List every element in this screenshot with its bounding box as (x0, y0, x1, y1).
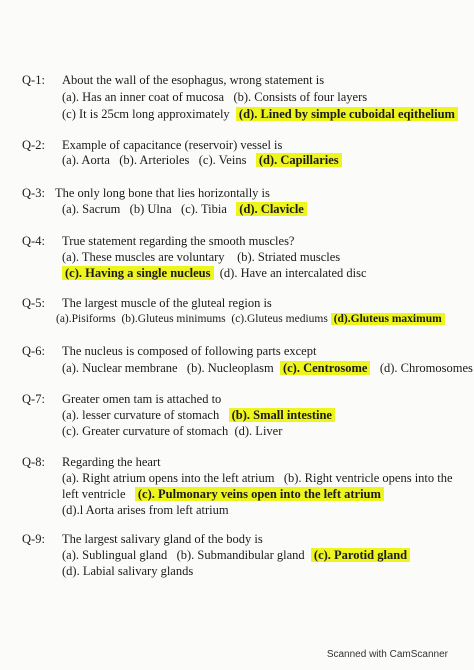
question-stem: The largest salivary gland of the body is (62, 532, 263, 546)
question-stem: The only long bone that lies horizontally is (55, 186, 270, 200)
highlighted-answer: (c). Parotid gland (311, 548, 410, 562)
scanner-watermark: Scanned with CamScanner (326, 649, 448, 660)
highlighted-answer: (d). Capillaries (256, 153, 342, 167)
options: (c). Greater curvature of stomach (d). Liver (62, 424, 283, 438)
highlighted-answer: (c). Having a single nucleus (62, 266, 214, 280)
highlighted-answer: (b). Small intestine (229, 408, 335, 422)
question-number: Q-1: (22, 73, 45, 87)
question-number: Q-2: (22, 138, 45, 152)
option-d: (d). Have an intercalated disc (219, 266, 367, 280)
options: (a).Pisiforms (b).Gluteus minimums (c).Gluteus mediums (56, 313, 328, 325)
option-a: (a). lesser curvature of stomach (62, 408, 220, 422)
question-stem: The largest muscle of the gluteal region is (62, 296, 272, 310)
option-b-continued: left ventricle (62, 487, 126, 501)
option-d: (d).l Aorta arises from left atrium (62, 503, 229, 517)
option-a: (a). Has an inner coat of mucosa (62, 90, 225, 104)
question-number: Q-3: (22, 186, 45, 200)
highlighted-answer: (d).Gluteus maximum (331, 313, 445, 325)
option-a: (a). These muscles are voluntary (62, 250, 225, 264)
question-number: Q-6: (22, 344, 45, 358)
highlighted-answer: (d). Clavicle (236, 202, 307, 216)
options: (a). Sacrum (b) Ulna (c). Tibia (62, 202, 227, 216)
options: (a). Nuclear membrane (b). Nucleoplasm (62, 361, 274, 375)
option-d: (d). Labial salivary glands (62, 564, 194, 578)
question-number: Q-9: (22, 532, 45, 546)
highlighted-answer: (c). Pulmonary veins open into the left atrium (135, 487, 384, 501)
option-b: (b). Consists of four layers (233, 90, 368, 104)
question-number: Q-4: (22, 234, 45, 248)
options: (a). Sublingual gland (b). Submandibular gland (62, 548, 305, 562)
options: (a). Aorta (b). Arterioles (c). Veins (62, 153, 247, 167)
question-number: Q-5: (22, 296, 45, 310)
option-b: (b). Striated muscles (237, 250, 341, 264)
question-stem: Example of capacitance (reservoir) vessel is (62, 138, 283, 152)
question-stem: The nucleus is composed of following parts except (62, 344, 317, 358)
question-stem: True statement regarding the smooth muscles? (62, 234, 295, 248)
highlighted-answer: (c). Centrosome (280, 361, 370, 375)
highlighted-answer: (d). Lined by simple cuboidal eqithelium (236, 107, 458, 121)
question-stem: Greater omen tam is attached to (62, 392, 222, 406)
question-stem: About the wall of the esophagus, wrong statement is (62, 73, 325, 87)
option-c: (c) It is 25cm long approximately (62, 107, 230, 121)
option-a: (a). Right atrium opens into the left atrium (62, 471, 275, 485)
option-b: (b). Right ventricle opens into the (283, 471, 453, 485)
question-number: Q-7: (22, 392, 45, 406)
option-d: (d). Chromosomes (379, 361, 473, 375)
question-stem: Regarding the heart (62, 455, 161, 469)
question-number: Q-8: (22, 455, 45, 469)
